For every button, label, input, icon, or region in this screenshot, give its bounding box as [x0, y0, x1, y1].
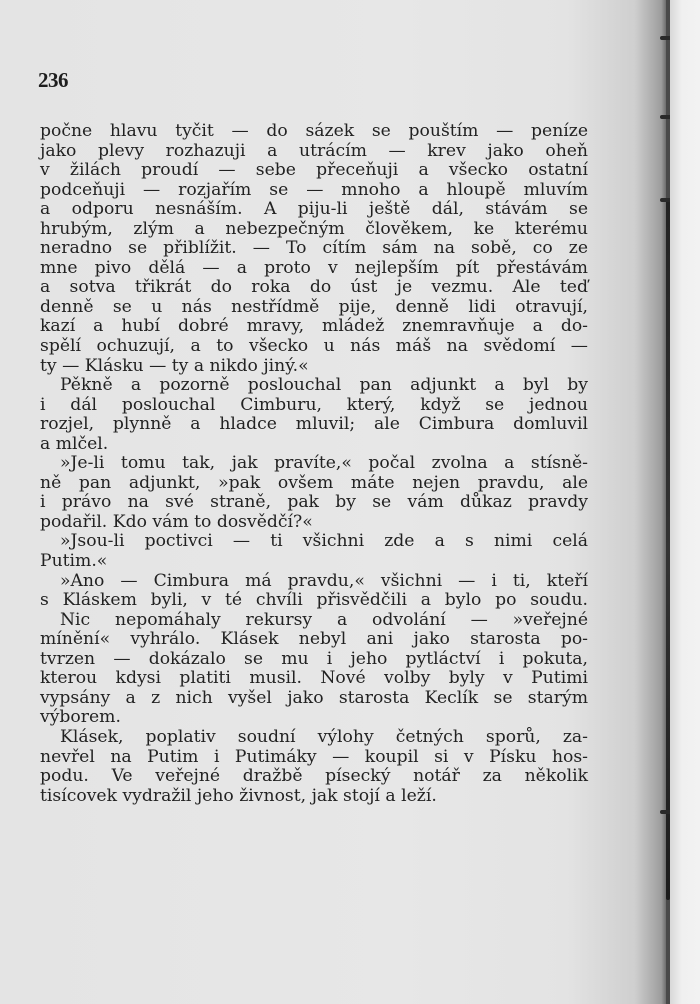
text-line: mínění« vyhrálo. Klásek nebyl ani jako starosta po- [40, 629, 588, 650]
text-line: Putim.« [40, 551, 108, 572]
text-line: podařil. Kdo vám to dosvědčí?« [40, 511, 313, 532]
text-line: tisícovek vydražil jeho živnost, jak stojí a leží. [40, 785, 437, 806]
text-line: hrubým, zlým a nebezpečným člověkem, ke kterému [40, 218, 588, 239]
text-line: Pěkně a pozorně poslouchal pan adjunkt a byl by [60, 375, 588, 396]
text-line: kterou kdysi platiti musil. Nové volby byly v Putimi [40, 668, 588, 689]
text-line: vypsány a z nich vyšel jako starosta Keclík se starým [40, 687, 588, 708]
text-line: i dál poslouchal Cimburu, který, když se jednou [40, 394, 588, 415]
text-line: a mlčel. [40, 433, 109, 454]
text-line: a sotva třikrát do roka do úst je vezmu. Ale teď [40, 277, 588, 298]
text-line: kazí a hubí dobré mravy, mládež znemravňuje a do- [40, 316, 588, 337]
text-line: výborem. [40, 707, 121, 728]
text-line: s Kláskem byli, v té chvíli přisvědčili a bylo po soudu. [40, 590, 588, 611]
text-line: Nic nepomáhaly rekursy a odvolání — »veřejné [60, 609, 588, 630]
text-line: tvrzen — dokázalo se mu i jeho pytláctví i pokuta, [40, 648, 588, 669]
text-line: a odporu nesnáším. A piju-li ještě dál, stávám se [40, 199, 588, 220]
text-line: podu. Ve veřejné dražbě písecký notář za několik [40, 766, 588, 787]
text-line: počne hlavu tyčit — do sázek se pouštím — peníze [40, 121, 588, 141]
text-line: »Jsou-li poctivci — ti všichni zde a s nimi celá [60, 531, 588, 552]
body-text [40, 122, 588, 806]
text-line: »Je-li tomu tak, jak pravíte,« počal zvolna a stísně- [60, 453, 588, 474]
text-line: Klásek, poplativ soudní výlohy četných sporů, za- [60, 726, 588, 747]
text-line: spělí ochuzují, a to všecko u nás máš na svědomí — [40, 336, 588, 357]
text-line: podceňuji — rozjařím se — mnoho a hloupě mluvím [40, 179, 588, 200]
text-line: nevřel na Putim i Putimáky — koupil si v Písku hos- [40, 746, 588, 767]
text-line: jako plevy rozhazuji a utrácím — krev jako oheň [40, 140, 588, 161]
text-line: i právo na své straně, pak by se vám důkaz pravdy [40, 492, 588, 513]
text-line: ně pan adjunkt, »pak ovšem máte nejen pravdu, ale [40, 472, 588, 493]
text-line: neradno se přiblížit. — To cítím sám na sobě, co ze [40, 238, 588, 259]
text-line: »Ano — Cimbura má pravdu,« všichni — i ti, kteří [60, 570, 588, 591]
page-number: 236 [38, 68, 68, 92]
facing-page-edge [670, 0, 700, 1004]
text-line: rozjel, plynně a hladce mluvil; ale Cimbura domluvil [40, 414, 588, 435]
text-line: mne pivo dělá — a proto v nejlepším pít přestávám [40, 257, 588, 278]
text-line: v žilách proudí — sebe přeceňuji a všecko ostatní [40, 160, 588, 181]
text-line: ty — Klásku — ty a nikdo jiný.« [40, 355, 309, 376]
text-line: denně se u nás nestřídmě pije, denně lidi otravují, [40, 296, 588, 317]
